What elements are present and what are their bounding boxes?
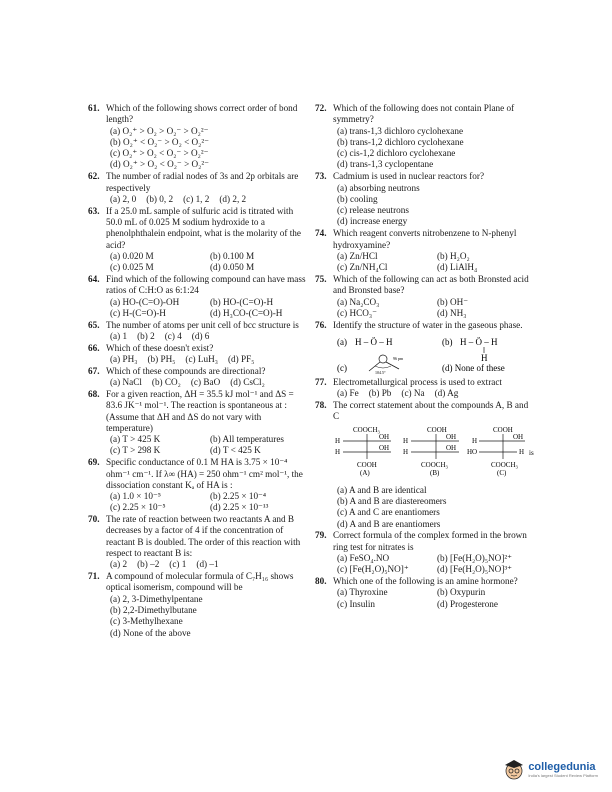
option-b: (b) CO₂: [151, 377, 181, 388]
question-73: [315, 171, 533, 227]
option-b: (b) 2: [137, 330, 155, 341]
option-d: (d) 0.050 M: [210, 262, 255, 273]
water-structures-svg: [333, 333, 533, 375]
fischer-b-left1: H: [403, 436, 409, 445]
question-number: 69.: [88, 457, 100, 468]
option-row: [333, 251, 533, 262]
question-number: 71.: [88, 571, 100, 582]
logo-tagline: India's largest Student Review Platform: [528, 772, 598, 778]
question-76: [315, 320, 533, 375]
option-row: [106, 297, 306, 308]
question-stem: For a given reaction, ΔH = 35.5 kJ mol⁻¹ and ΔS = 83.6 JK⁻¹ mol⁻¹. The reaction is spontaneous at : (Assume that ΔH and ΔS do not vary with temperature): [106, 388, 294, 433]
option-row: [106, 308, 306, 319]
option-b: (b) 2.25 × 10⁻⁴: [210, 491, 267, 502]
option-c: (c) 1: [169, 559, 187, 570]
option-c: (c) release neutrons: [337, 205, 409, 216]
question-65: [88, 320, 306, 343]
option-row: [333, 262, 533, 273]
option-a: (a) T > 425 K: [110, 434, 161, 445]
stem-continuation: is: [529, 448, 534, 457]
option-b: (b) OH⁻: [437, 296, 469, 307]
question-75: [315, 274, 533, 319]
question-number: 66.: [88, 342, 100, 353]
option-d: (d) A and B are enantiomers: [337, 518, 441, 529]
question-77: [315, 377, 533, 400]
option-b: (b) A and B are diastereomers: [337, 495, 447, 506]
question-stem: Which of the following does not contain Plane of symmetry?: [333, 103, 515, 125]
question-69: [88, 457, 306, 513]
option-c: (c) 1, 2: [183, 193, 210, 204]
question-number: 75.: [315, 273, 327, 284]
fischer-c-right1: OH: [513, 432, 524, 441]
question-74: [315, 228, 533, 273]
question-stem: Which reagent converts nitrobenzene to N-phenyl hydroxyamine?: [333, 228, 517, 250]
question-number: 80.: [315, 576, 327, 586]
fischer-a-left2: H: [335, 447, 341, 456]
option-b: (b) Oxypurin: [437, 587, 486, 598]
option-b: (b) HO-(C=O)-H: [210, 296, 274, 307]
option-c: (c) 3-Methylhexane: [110, 616, 183, 627]
option-c: (c) H-(C=O)-H: [110, 307, 166, 318]
question-number: 74.: [315, 228, 327, 239]
option-b: (b) All temperatures: [210, 434, 284, 445]
question-stem: Which one of the following is an amine hormone?: [333, 576, 518, 586]
question-66: [88, 343, 306, 366]
option-a: (a) 0.020 M: [110, 250, 154, 261]
question-stem: Which of the following shows correct order of bond length?: [106, 103, 298, 125]
question-64: [88, 274, 306, 319]
option-c: (c) [Fe(H₂O)₅NO]⁺: [337, 564, 409, 575]
option-a: (a) Thyroxine: [337, 587, 388, 598]
option-row: [106, 502, 306, 513]
option-d: (d) T < 425 K: [210, 445, 261, 456]
question-number: 73.: [315, 171, 327, 182]
question-stem: The correct statement about the compounds A, B and C: [333, 400, 529, 422]
question-stem: Identify the structure of water in the gaseous phase.: [333, 319, 523, 330]
option-d: (d) –1: [196, 559, 219, 570]
logo-text: [528, 761, 598, 778]
bond-line: [386, 362, 399, 369]
question-61: [88, 103, 306, 171]
option-b: (b) 2,2-Dimethylbutane: [110, 605, 197, 616]
question-number: 79.: [315, 530, 327, 541]
option-c: (c) 0.025 M: [110, 262, 154, 273]
question-number: 64.: [88, 273, 100, 284]
fischer-b-bottom: COOCH₃: [421, 460, 448, 469]
bond-length-label: 96 pm: [393, 355, 404, 361]
question-number: 62.: [88, 171, 100, 182]
fischer-c-label: (C): [497, 468, 507, 477]
option-row: [333, 297, 533, 308]
water-structure-figure: [333, 333, 533, 375]
question-number: 63.: [88, 205, 100, 216]
fischer-a-top: COOCH₃: [353, 425, 380, 434]
question-number: 76.: [315, 319, 327, 330]
option-row: [333, 564, 533, 575]
option-c: (c) BaO: [190, 377, 221, 388]
option-d: (d) increase energy: [337, 216, 408, 227]
right-question-list: [315, 103, 533, 319]
question-number: 70.: [88, 514, 100, 525]
option-d: (d) trans-1,3 cyclopentane: [337, 159, 434, 170]
fischer-c-left1: H: [472, 436, 478, 445]
option-c: (c) Zn/NH₄Cl: [337, 262, 388, 273]
question-68: [88, 389, 306, 457]
option-c: (c) O₂⁺ > O₂ < O₂⁻ > O₂²⁻: [110, 148, 209, 159]
option-row: [106, 331, 306, 342]
option-row: [333, 308, 533, 319]
question-stem: Which of the following can act as both Bronsted acid and Bronsted base?: [333, 273, 529, 296]
question-72: [315, 103, 533, 171]
fischer-projections-svg: [333, 425, 533, 483]
question-number: 61.: [88, 103, 100, 113]
option-row: [106, 445, 306, 456]
option-d: (d) None of these: [442, 362, 505, 373]
option-d: (d) H₃CO-(C=O)-H: [210, 307, 283, 318]
question-number: 72.: [315, 103, 327, 113]
left-column: [88, 103, 306, 639]
fischer-c-top: COOH: [493, 425, 513, 434]
logo-name: collegedunia: [528, 760, 596, 773]
option-d: (d) LiAlH₄: [437, 262, 478, 273]
option-a-formula: H – Ö – H: [355, 336, 393, 347]
option-a: (a) absorbing neutrons: [337, 182, 420, 193]
option-d: (d) O₂⁺ > O₂ < O₂⁻ > O₂²⁻: [110, 159, 209, 170]
option-row: [333, 587, 533, 598]
option-b: (b) PH₅: [147, 354, 176, 365]
option-row: [106, 491, 306, 502]
option-b: (b) –2: [137, 559, 160, 570]
fischer-c-bottom: COOCH₃: [491, 460, 518, 469]
option-a: (a) 2: [110, 559, 128, 570]
option-a: (a) Zn/HCl: [337, 250, 378, 261]
option-a: (a) NaCl: [110, 377, 142, 388]
question-63: [88, 206, 306, 274]
option-d: (d) [Fe(H₂O)₅NO]³⁺: [437, 564, 512, 575]
option-a: (a) 1: [110, 330, 128, 341]
question-stem: Cadmium is used in nuclear reactors for?: [333, 171, 485, 182]
fischer-projections-figure: [333, 425, 533, 483]
option-a: (a) trans-1,3 dichloro cyclohexane: [337, 125, 464, 136]
question-stem: A compound of molecular formula of C₇H₁₆ shows optical isomerism, compound will be: [106, 571, 294, 593]
option-row: [333, 553, 533, 564]
option-d: (d) 6: [191, 330, 210, 341]
option-a: (a) 2, 0: [110, 193, 137, 204]
fischer-c-left2: HO: [467, 447, 478, 456]
question-78: [315, 400, 533, 530]
question-stem: Which of these compounds are directional?: [106, 365, 266, 376]
option-b-label: (b): [442, 336, 453, 347]
option-row: [106, 251, 306, 262]
option-row: [106, 559, 306, 570]
option-c: (c) 2.25 × 10⁻⁵: [110, 502, 166, 513]
option-a: (a) 2, 3-Dimethylpentane: [110, 593, 203, 604]
option-row: [333, 599, 533, 610]
option-c: (c) HCO₃⁻: [337, 307, 377, 318]
option-d: (d) None of the above: [110, 627, 191, 638]
option-c: (c) cis-1,2 dichloro cyclohexane: [337, 148, 456, 159]
option-a: (a) 1.0 × 10⁻⁵: [110, 491, 161, 502]
option-d: (d) CsCl₂: [230, 377, 265, 388]
fischer-a-right2: OH: [379, 443, 390, 452]
option-a: (a) HO-(C=O)-OH: [110, 296, 180, 307]
fischer-a-right1: OH: [379, 432, 390, 441]
option-b: (b) 0, 2: [146, 193, 174, 204]
option-d: (d) PF₅: [227, 354, 255, 365]
fischer-b-right2: OH: [446, 443, 457, 452]
option-b: (b) Pb: [368, 388, 392, 399]
question-number: 67.: [88, 365, 100, 376]
option-a-label: (a): [337, 336, 347, 347]
option-row: [106, 262, 306, 273]
fischer-b-left2: H: [403, 447, 409, 456]
question-67: [88, 366, 306, 389]
fischer-a-left1: H: [335, 436, 341, 445]
option-b: (b) H₂O₂: [437, 250, 470, 261]
question-71: [88, 571, 306, 639]
question-stem: Electrometallurgical process is used to extract: [333, 376, 502, 387]
fischer-b-label: (B): [430, 468, 440, 477]
fischer-b-top: COOH: [427, 425, 447, 434]
option-d: (d) NH₃: [437, 307, 467, 318]
option-c: (c) A and C are enantiomers: [337, 507, 440, 518]
option-a: (a) A and B are identical: [337, 484, 427, 495]
right-column: [315, 103, 533, 610]
option-d: (d) Progesterone: [437, 598, 498, 609]
question-number: 68.: [88, 388, 100, 399]
option-a: (a) Na₂CO₃: [337, 296, 380, 307]
option-c: (c) Insulin: [337, 598, 376, 609]
question-stem: The number of radial nodes of 3s and 2p orbitals are respectively: [106, 171, 299, 193]
option-c: (c) Na: [401, 388, 425, 399]
option-b: (b) 0.100 M: [210, 250, 255, 261]
option-c: (c) LuH₃: [185, 354, 218, 365]
question-stem: The rate of reaction between two reactants A and B decreases by a factor of 4 if the concentration of reactant B is doubled. The order of this reaction with respect to reactant B is:: [106, 514, 301, 559]
option-b: (b) cooling: [337, 193, 378, 204]
option-b-hydrogen: H: [481, 352, 488, 363]
question-stem: Find which of the following compound can have mass ratios of C:H:O as 6:1:24: [106, 273, 306, 296]
option-row: [106, 194, 306, 205]
option-b: (b) O₂⁺ < O₂⁻ > O₂ < O₂²⁻: [110, 136, 209, 147]
question-number: 65.: [88, 319, 100, 330]
fischer-a-bottom: COOH: [357, 460, 377, 469]
option-d: (d) Ag: [434, 388, 459, 399]
option-c: (c) 4: [164, 330, 182, 341]
question-stem: The number of atoms per unit cell of bcc structure is: [106, 319, 299, 330]
option-b: (b) trans-1,2 dichloro cyclohexane: [337, 136, 464, 147]
option-d: (d) 2.25 × 10⁻¹³: [210, 502, 269, 513]
question-stem: Specific conductance of 0.1 M HA is 3.75 × 10⁻⁴ ohm⁻¹ cm⁻¹. If λ∞ (HA) = 250 ohm⁻¹ cm² mol⁻¹, the dissociation constant Kₐ of HA is :: [106, 457, 303, 490]
question-stem: Which of these doesn't exist?: [106, 342, 214, 353]
option-b: (b) [Fe(H₂O)₅NO]²⁺: [437, 552, 512, 563]
question-79: [315, 530, 533, 575]
graduate-avatar-icon: [503, 758, 525, 780]
question-70: [88, 514, 306, 570]
question-number: 77.: [315, 376, 327, 387]
fischer-c-right2: H: [519, 447, 525, 456]
question-stem: If a 25.0 mL sample of sulfuric acid is titrated with 50.0 mL of 0.025 M sodium hydroxide to a phenolphthalein endpoint, what is the molarity of the acid?: [106, 205, 301, 250]
option-c: (c) T > 298 K: [110, 445, 161, 456]
option-a: (a) PH₃: [110, 354, 138, 365]
option-a: (a) FeSO₄.NO: [337, 552, 390, 563]
option-a: (a) O₂⁺ > O₂ > O₂⁻ > O₂²⁻: [110, 125, 209, 136]
question-80: [315, 576, 533, 610]
question-stem: Correct formula of the complex formed in the brown ring test for nitrates is: [333, 530, 527, 552]
fischer-a-label: (A): [360, 468, 370, 477]
bond-angle-label: 104.5°: [375, 369, 386, 375]
question-number: 78.: [315, 400, 327, 411]
option-row: [106, 377, 306, 388]
option-row: [106, 434, 306, 445]
option-row: [106, 354, 306, 365]
option-a: (a) Fe: [337, 388, 359, 399]
option-c-label: (c): [337, 362, 347, 373]
angle-arc: [375, 366, 391, 368]
option-d: (d) 2, 2: [219, 193, 247, 204]
option-row: [333, 388, 533, 399]
oxygen-atom-icon: [379, 355, 387, 363]
collegedunia-logo[interactable]: [503, 758, 598, 780]
fischer-b-right1: OH: [446, 432, 457, 441]
option-b-formula: H – Ö – H: [460, 336, 498, 347]
question-62: [88, 171, 306, 205]
